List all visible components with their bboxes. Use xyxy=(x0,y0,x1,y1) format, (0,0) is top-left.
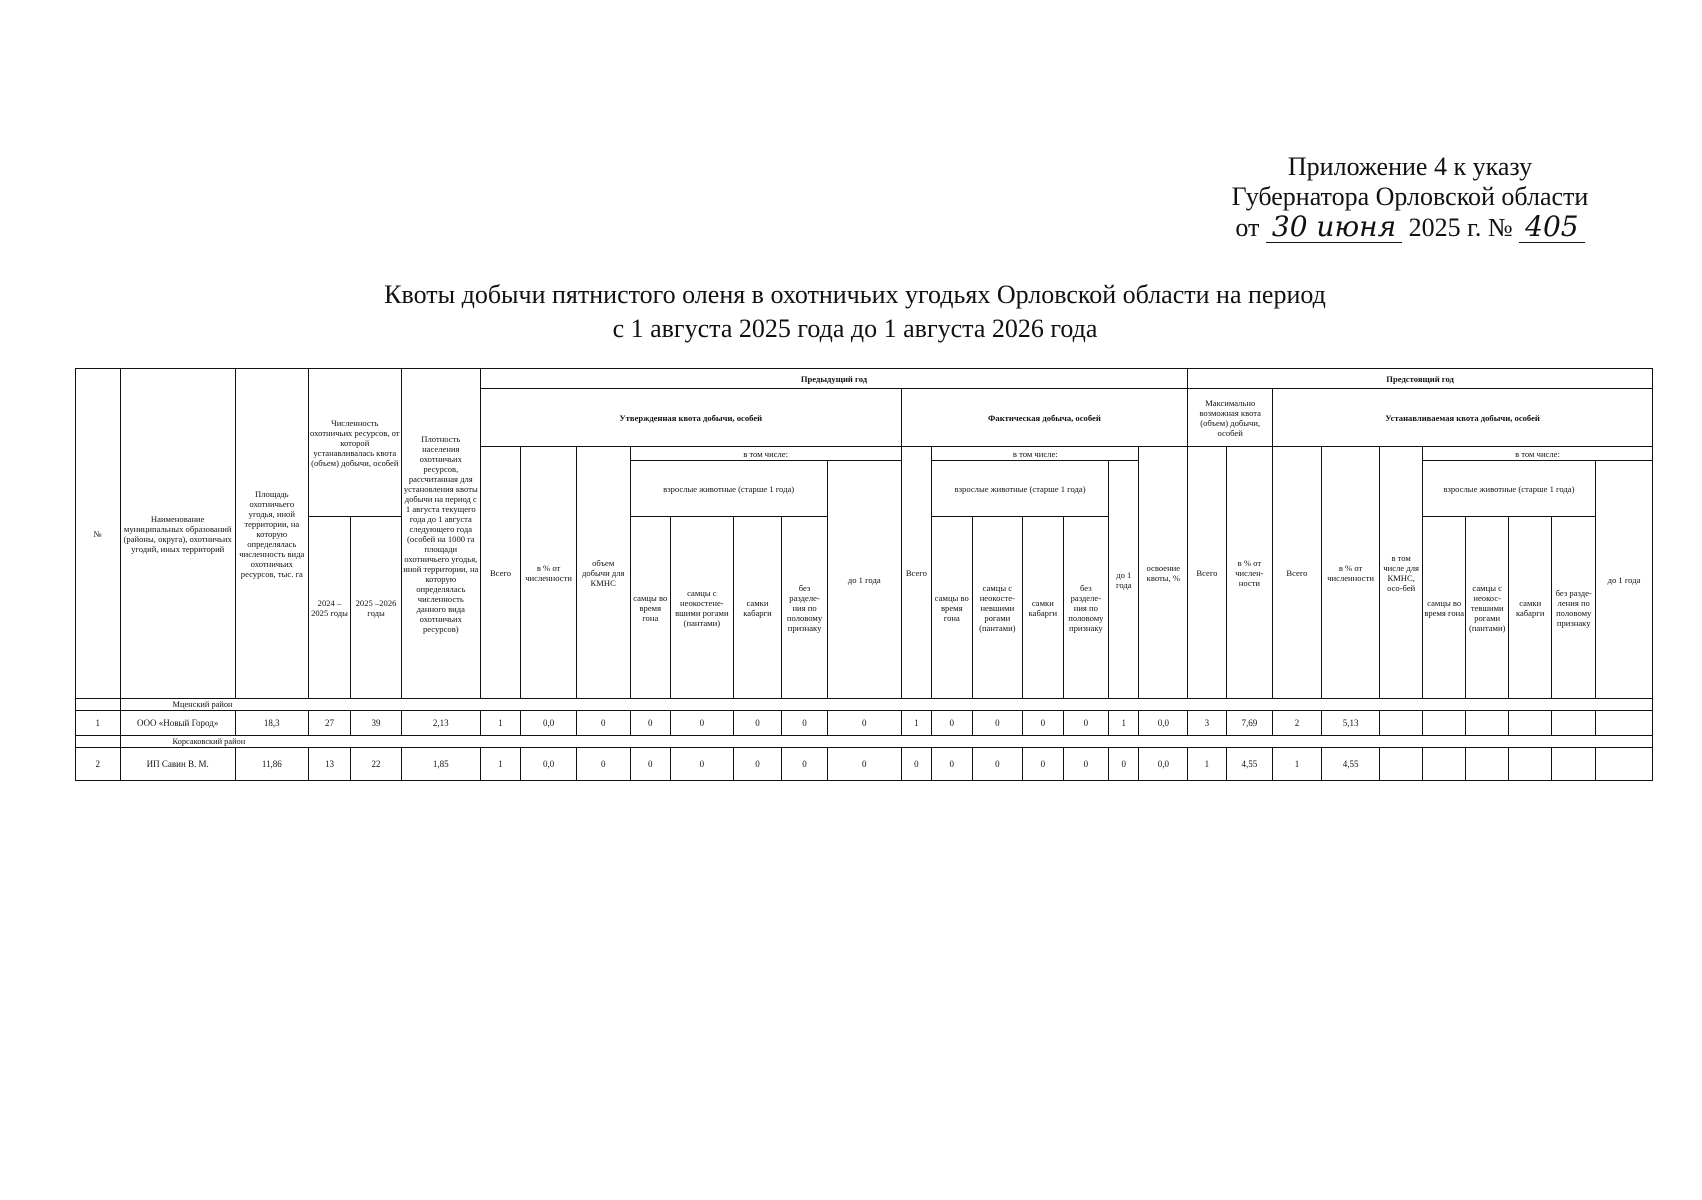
header-next-year: Предстоящий год xyxy=(1188,369,1653,389)
table-cell: 0 xyxy=(1023,748,1063,781)
table-cell xyxy=(1508,711,1552,736)
header-area: Площадь охотничьего угодья, иной территории, на которую определялась численность вида охотничьих ресурсов, тыс. га xyxy=(235,369,308,699)
table-cell: 1 xyxy=(480,711,520,736)
table-cell xyxy=(1508,748,1552,781)
header-pct-population: в % от численности xyxy=(521,447,577,699)
table-body xyxy=(76,699,1653,781)
quota-table xyxy=(75,368,1653,781)
from-label: от xyxy=(1235,213,1260,242)
header-prev-year: Предыдущий год xyxy=(480,369,1187,389)
title-line1: Квоты добычи пятнистого оленя в охотничьих угодьях Орловской области на период xyxy=(384,280,1326,309)
district-num-cell xyxy=(76,736,121,748)
table-cell: 0 xyxy=(972,711,1023,736)
document-title xyxy=(300,278,1410,346)
header-incl-approved: в том числе: xyxy=(630,447,901,461)
header-set-quota: Устанавливаемая квота добычи, особей xyxy=(1273,389,1653,447)
district-num-cell xyxy=(76,699,121,711)
table-cell: 0 xyxy=(932,748,972,781)
table-cell: 1 xyxy=(1188,748,1226,781)
table-cell: 0,0 xyxy=(1139,748,1188,781)
table-cell: 0,0 xyxy=(521,711,577,736)
table-cell: 0 xyxy=(932,711,972,736)
header-actual-harvest: Фактическая добыча, особей xyxy=(901,389,1187,447)
table-cell xyxy=(1466,711,1509,736)
header-under1-approved: до 1 года xyxy=(827,461,901,699)
header-max-quota: Максимально возможная квота (объем) добычи, особей xyxy=(1188,389,1273,447)
district-name: Корсаковский район xyxy=(120,736,1652,748)
header-no-sex: без разделе-ния по половому признаку xyxy=(782,517,828,699)
table-cell: 1 xyxy=(76,711,121,736)
table-cell: 2 xyxy=(76,748,121,781)
header-males-antlers: самцы с неокостене-вшими рогами (пантами) xyxy=(670,517,733,699)
table-cell: ИП Савин В. М. xyxy=(120,748,235,781)
number-label: № xyxy=(1487,213,1513,242)
table-cell: 0 xyxy=(901,748,931,781)
table-cell xyxy=(1552,711,1596,736)
header-set-males-rut: самцы во время гона xyxy=(1422,517,1466,699)
table-header xyxy=(76,369,1653,699)
table-cell xyxy=(1552,748,1596,781)
header-set-pct: в % от численности xyxy=(1321,447,1380,699)
table-cell: 2,13 xyxy=(401,711,480,736)
table-cell: 0 xyxy=(782,748,828,781)
table-cell: 0 xyxy=(1023,711,1063,736)
district-row xyxy=(76,736,1653,748)
table-cell: 1 xyxy=(480,748,520,781)
header-incl-actual: в том числе: xyxy=(932,447,1139,461)
table-cell: 0 xyxy=(827,711,901,736)
header-incl-set: в том числе: xyxy=(1422,447,1652,461)
table-cell: 0,0 xyxy=(521,748,577,781)
district-row xyxy=(76,699,1653,711)
table-cell: 5,13 xyxy=(1321,711,1380,736)
table-cell: 0 xyxy=(670,711,733,736)
table-cell: 0 xyxy=(576,748,630,781)
table-cell: 22 xyxy=(351,748,402,781)
header-max-total: Всего xyxy=(1188,447,1226,699)
table-cell: 0 xyxy=(827,748,901,781)
header-name: Наименование муниципальных образований (районы, округа), охотничьих угодий, иных территорий xyxy=(120,369,235,699)
table-cell: 0 xyxy=(630,748,670,781)
header-set-no-sex: без разде-ления по половому признаку xyxy=(1552,517,1596,699)
table-cell xyxy=(1595,711,1652,736)
table-cell: 7,69 xyxy=(1226,711,1273,736)
table-cell xyxy=(1466,748,1509,781)
header-act-males-antlers: самцы с неокосте-невшими рогами (пантами) xyxy=(972,517,1023,699)
table-cell xyxy=(1595,748,1652,781)
decree-year: 2025 г. xyxy=(1408,213,1482,242)
header-approved-quota: Утвержденная квота добычи, особей xyxy=(480,389,901,447)
table-cell: 1 xyxy=(1109,711,1139,736)
table-cell: 18,3 xyxy=(235,711,308,736)
table-cell: 4,55 xyxy=(1321,748,1380,781)
table-cell xyxy=(1422,711,1466,736)
header-males-rut: самцы во время гона xyxy=(630,517,670,699)
table-cell: 0,0 xyxy=(1139,711,1188,736)
header-females: самки кабарги xyxy=(733,517,782,699)
handwritten-date: 30 июня xyxy=(1266,212,1402,243)
table-cell: ООО «Новый Город» xyxy=(120,711,235,736)
header-under1-set: до 1 года xyxy=(1595,461,1652,699)
table-cell: 11,86 xyxy=(235,748,308,781)
header-actual-total: Всего xyxy=(901,447,931,699)
table-cell xyxy=(1422,748,1466,781)
table-cell: 0 xyxy=(630,711,670,736)
header-adults-approved: взрослые животные (старше 1 года) xyxy=(630,461,827,517)
table-cell: 2 xyxy=(1273,711,1322,736)
table-cell: 0 xyxy=(576,711,630,736)
table-cell: 3 xyxy=(1188,711,1226,736)
table-cell: 1,85 xyxy=(401,748,480,781)
appendix-block xyxy=(1180,152,1640,243)
header-max-pct: в % от числен-ности xyxy=(1226,447,1273,699)
table-cell xyxy=(1380,711,1423,736)
table-cell: 39 xyxy=(351,711,402,736)
table-cell: 1 xyxy=(1273,748,1322,781)
header-quota-use: освоение квоты, % xyxy=(1139,447,1188,699)
header-num: № xyxy=(76,369,121,699)
header-under1-actual: до 1 года xyxy=(1109,461,1139,699)
title-line2: с 1 августа 2025 года до 1 августа 2026 года xyxy=(612,314,1098,343)
header-set-total: Всего xyxy=(1273,447,1322,699)
quota-table-wrapper xyxy=(75,368,1653,781)
table-cell: 0 xyxy=(733,711,782,736)
header-set-females: самки кабарги xyxy=(1508,517,1552,699)
table-cell: 0 xyxy=(670,748,733,781)
header-kmns-volume: объем добычи для КМНС xyxy=(576,447,630,699)
table-cell: 0 xyxy=(972,748,1023,781)
header-act-no-sex: без разделе-ния по половому признаку xyxy=(1063,517,1109,699)
table-cell: 13 xyxy=(308,748,351,781)
table-cell xyxy=(1380,748,1423,781)
header-set-kmns: в том числе для КМНС, осо-бей xyxy=(1380,447,1423,699)
table-cell: 0 xyxy=(1063,748,1109,781)
table-cell: 27 xyxy=(308,711,351,736)
header-density: Плотность населения охотничьих ресурсов, рассчитанная для установления квоты добычи на период с 1 августа текущего года до 1 августа следующего года (особей на 1000 га площади охотничьего угодья, иной территории, на которую определялась численность данного вида охотничьих ресурсов) xyxy=(401,369,480,699)
header-adults-set: взрослые животные (старше 1 года) xyxy=(1422,461,1595,517)
appendix-line3 xyxy=(1180,212,1640,243)
table-cell: 0 xyxy=(1063,711,1109,736)
table-cell: 0 xyxy=(733,748,782,781)
appendix-line1: Приложение 4 к указу xyxy=(1287,152,1533,181)
table-cell: 0 xyxy=(1109,748,1139,781)
header-pop-2025: 2025 –2026 годы xyxy=(351,517,402,699)
table-cell: 4,55 xyxy=(1226,748,1273,781)
header-act-males-rut: самцы во время гона xyxy=(932,517,972,699)
table-cell: 1 xyxy=(901,711,931,736)
header-act-females: самки кабарги xyxy=(1023,517,1063,699)
header-set-males-antlers: самцы с неокос-тевшими рогами (пантами) xyxy=(1466,517,1509,699)
table-cell: 0 xyxy=(782,711,828,736)
table-row xyxy=(76,748,1653,781)
appendix-line2: Губернатора Орловской области xyxy=(1231,182,1589,211)
handwritten-number: 405 xyxy=(1519,212,1584,243)
table-row xyxy=(76,711,1653,736)
header-pop-2024: 2024 – 2025 годы xyxy=(308,517,351,699)
header-total: Всего xyxy=(480,447,520,699)
header-population: Численность охотничьих ресурсов, от которой устанавливалась квота (объем) добычи, особей xyxy=(308,369,401,517)
district-name: Мценский район xyxy=(120,699,1652,711)
header-adults-actual: взрослые животные (старше 1 года) xyxy=(932,461,1109,517)
